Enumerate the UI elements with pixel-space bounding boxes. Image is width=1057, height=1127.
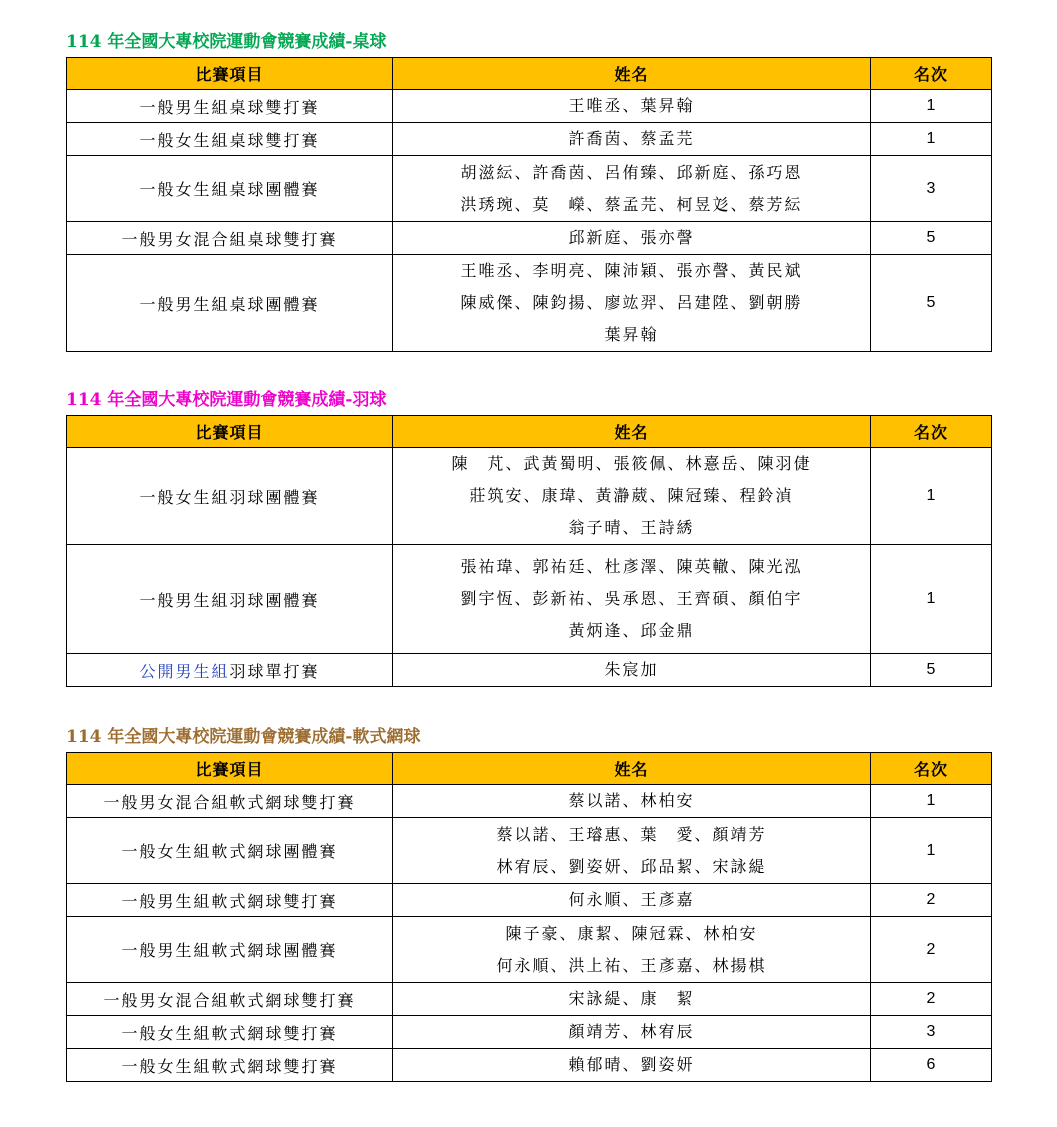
- names-line: 王唯丞、李明亮、陳沛穎、張亦謦、黃民斌: [460, 261, 803, 280]
- section-title: 114 年全國大專校院運動會競賽成績-軟式網球: [66, 727, 421, 747]
- table-row: [67, 1016, 992, 1049]
- names-line: 賴郁晴、劉姿妍: [568, 1055, 695, 1074]
- results-table: [66, 752, 992, 1082]
- section-title: 114 年全國大專校院運動會競賽成績-羽球: [66, 390, 387, 410]
- event-cell: 一般女生組桌球雙打賽: [67, 123, 393, 156]
- names-line: 顏靖芳、林宥辰: [568, 1022, 695, 1041]
- table-row: [67, 448, 992, 545]
- header-names: 姓名: [393, 753, 871, 785]
- event-cell: 一般男女混合組軟式網球雙打賽: [67, 785, 393, 818]
- names-line: 王唯丞、葉昇翰: [568, 96, 695, 115]
- results-table: [66, 57, 992, 352]
- table-row: [67, 785, 992, 818]
- header-event: 比賽項目: [67, 753, 393, 785]
- rank-cell: 5: [871, 654, 992, 687]
- event-cell: 一般男生組羽球團體賽: [67, 545, 393, 654]
- table-row: [67, 222, 992, 255]
- header-rank: 名次: [871, 753, 992, 785]
- event-cell: 一般男生組軟式網球雙打賽: [67, 884, 393, 917]
- rank-cell: 5: [871, 255, 992, 352]
- section-soft-tennis: [66, 726, 991, 1082]
- names-line: 蔡以諾、王璿惠、葉 愛、顏靖芳: [496, 824, 767, 844]
- table-header-row: [67, 753, 992, 785]
- event-cell: 一般女生組軟式網球雙打賽: [67, 1016, 393, 1049]
- names-cell: [393, 90, 871, 123]
- names-line: 劉宇恆、彭新祐、吳承恩、王齊碩、顏伯宇: [460, 589, 803, 608]
- table-row: [67, 156, 992, 222]
- table-header-row: [67, 416, 992, 448]
- names-line: 陳子豪、康絜、陳冠霖、林柏安: [505, 923, 758, 943]
- table-row: [67, 123, 992, 156]
- rank-cell: 2: [871, 983, 992, 1016]
- rank-cell: 1: [871, 123, 992, 156]
- table-row: [67, 818, 992, 884]
- names-line: 邱新庭、張亦謦: [568, 228, 695, 247]
- names-line: 林宥辰、劉姿妍、邱品絜、宋詠緹: [496, 856, 767, 876]
- names-line: 何永順、洪上祐、王彥嘉、林揚棋: [496, 955, 767, 975]
- names-line: 黃炳逢、邱金鼎: [568, 621, 695, 640]
- rank-cell: 3: [871, 1016, 992, 1049]
- names-cell: [393, 983, 871, 1016]
- header-event: 比賽項目: [67, 416, 393, 448]
- names-cell: [393, 818, 871, 884]
- header-rank: 名次: [871, 416, 992, 448]
- section-table-tennis: [66, 31, 991, 352]
- table-row: [67, 884, 992, 917]
- names-cell: [393, 255, 871, 352]
- names-line: 洪琇琬、莫 嶸、蔡孟芫、柯昱彣、蔡芳紜: [460, 194, 803, 214]
- event-cell: 一般女生組軟式網球雙打賽: [67, 1049, 393, 1082]
- header-event: 比賽項目: [67, 58, 393, 90]
- table-header-row: [67, 58, 992, 90]
- section-badminton: [66, 389, 991, 687]
- rank-cell: 2: [871, 917, 992, 983]
- names-cell: [393, 654, 871, 687]
- names-cell: [393, 448, 871, 545]
- rank-cell: 1: [871, 90, 992, 123]
- header-names: 姓名: [393, 58, 871, 90]
- rank-cell: 2: [871, 884, 992, 917]
- table-row: [67, 917, 992, 983]
- header-names: 姓名: [393, 416, 871, 448]
- names-line: 陳威傑、陳鈞揚、廖竑羿、呂建陞、劉朝勝: [460, 293, 803, 312]
- results-table: [66, 415, 992, 687]
- event-cell: 一般女生組軟式網球團體賽: [67, 818, 393, 884]
- names-cell: [393, 156, 871, 222]
- table-row: [67, 983, 992, 1016]
- event-cell: 一般男生組桌球雙打賽: [67, 90, 393, 123]
- table-row: [67, 545, 992, 654]
- names-line: 張祐瑋、郭祐廷、杜彥澤、陳英轍、陳光泓: [460, 557, 803, 576]
- rank-cell: 3: [871, 156, 992, 222]
- names-line: 蔡以諾、林柏安: [568, 791, 695, 810]
- names-cell: [393, 1049, 871, 1082]
- event-highlight: 公開男生組: [139, 661, 230, 681]
- event-cell: 一般男女混合組軟式網球雙打賽: [67, 983, 393, 1016]
- names-cell: [393, 785, 871, 818]
- rank-cell: 6: [871, 1049, 992, 1082]
- table-row: [67, 654, 992, 687]
- names-line: 葉昇翰: [604, 325, 659, 344]
- names-line: 陳 芃、武黃蜀明、張筱佩、林憙岳、陳羽倢: [451, 454, 812, 473]
- names-line: 宋詠緹、康 絜: [568, 989, 695, 1008]
- table-row: [67, 90, 992, 123]
- names-cell: [393, 222, 871, 255]
- event-cell: 一般男生組桌球團體賽: [67, 255, 393, 352]
- names-line: 朱宸加: [604, 660, 659, 679]
- rank-cell: 1: [871, 448, 992, 545]
- rank-cell: 5: [871, 222, 992, 255]
- section-title: 114 年全國大專校院運動會競賽成績-桌球: [66, 32, 387, 52]
- header-rank: 名次: [871, 58, 992, 90]
- names-cell: [393, 1016, 871, 1049]
- event-cell: 一般男生組軟式網球團體賽: [67, 917, 393, 983]
- names-cell: [393, 917, 871, 983]
- names-cell: [393, 545, 871, 654]
- names-line: 翁子晴、王詩綉: [568, 518, 695, 537]
- table-row: [67, 255, 992, 352]
- names-cell: [393, 123, 871, 156]
- names-line: 胡滋紜、許喬茵、呂侑臻、邱新庭、孫巧恩: [460, 162, 803, 182]
- rank-cell: 1: [871, 545, 992, 654]
- event-rest: 羽球單打賽: [229, 661, 320, 681]
- event-cell: 一般男女混合組桌球雙打賽: [67, 222, 393, 255]
- names-line: 許喬茵、蔡孟芫: [568, 129, 695, 148]
- event-cell: [67, 654, 393, 687]
- event-cell: 一般女生組羽球團體賽: [67, 448, 393, 545]
- rank-cell: 1: [871, 785, 992, 818]
- rank-cell: 1: [871, 818, 992, 884]
- table-row: [67, 1049, 992, 1082]
- event-cell: 一般女生組桌球團體賽: [67, 156, 393, 222]
- names-cell: [393, 884, 871, 917]
- names-line: 何永順、王彥嘉: [568, 890, 695, 909]
- names-line: 莊筑安、康瑋、黃瀞葳、陳冠臻、程鈴湞: [469, 486, 794, 505]
